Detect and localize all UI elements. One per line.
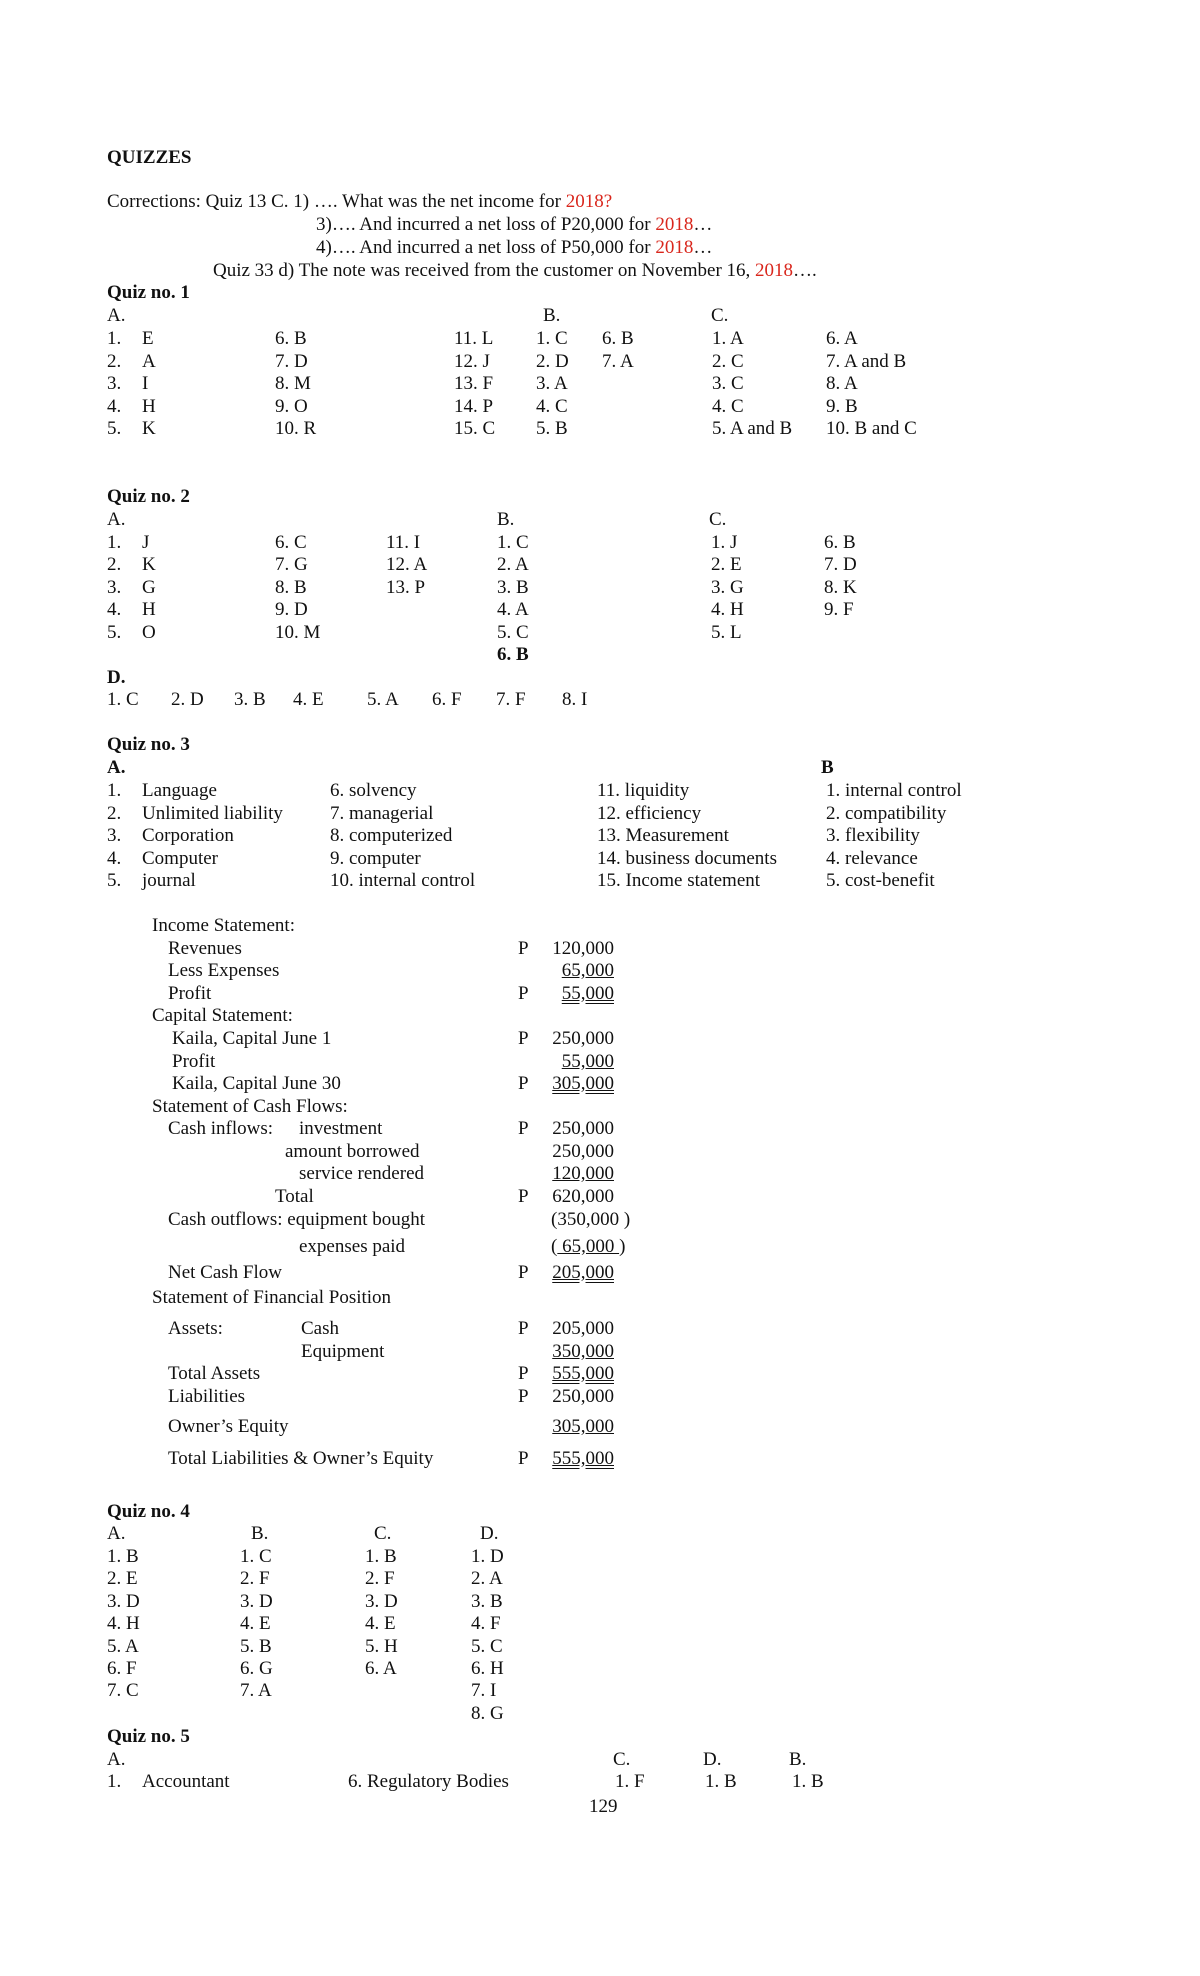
quiz1-c-answer-b-1: 6. A <box>826 328 858 349</box>
cash-label: Cash <box>301 1318 339 1339</box>
quiz3-a-answer-3: Corporation <box>142 825 234 846</box>
correction-line-2: 3)…. And incurred a net loss of P20,000 for 2018… <box>316 214 713 235</box>
quiz3-a-num-1: 1. <box>107 780 122 801</box>
capital-start-value: 250,000 <box>552 1028 614 1049</box>
quiz1-c-answer-1: 1. A <box>712 328 744 349</box>
quiz2-d-answer-8: 8. I <box>562 689 588 710</box>
quiz4-c-answer-3: 3. D <box>365 1590 398 1612</box>
quiz3-a-answer-2: Unlimited liability <box>142 802 283 824</box>
expenses-paid-value: ( 65,000 ) <box>551 1236 626 1257</box>
quiz3-a-answer-c-4: 14. business documents <box>597 847 777 869</box>
quiz1-b-answer-5: 5. B <box>536 418 568 440</box>
quiz4-a-answer-6: 6. F <box>107 1658 137 1679</box>
investment-value: 250,000 <box>552 1118 614 1139</box>
correction-line-3: 4)…. And incurred a net loss of P50,000 for 2018… <box>316 237 713 258</box>
quiz4-d-answer-7: 7. I <box>471 1680 497 1702</box>
quiz1-a-answer-b-2: 7. D <box>275 350 308 372</box>
quiz2-a-answer-5: O <box>142 621 156 643</box>
owners-equity-value: 305,000 <box>552 1416 614 1437</box>
quiz4-b-answer-1: 1. C <box>240 1546 272 1567</box>
quiz3-b-answer-1: 1. internal control <box>826 780 962 801</box>
page-number: 129 <box>589 1796 618 1817</box>
quiz4-d-answer-3: 3. B <box>471 1590 503 1612</box>
quiz1-c-answer-2: 2. C <box>712 350 744 372</box>
revenues-label: Revenues <box>168 938 242 959</box>
quiz3-a-answer-1: Language <box>142 780 217 801</box>
quiz1-c-answer-5: 5. A and B <box>712 418 793 440</box>
quiz1-a-answer-b-3: 8. M <box>275 373 311 395</box>
capital-end-label: Kaila, Capital June 30 <box>172 1073 341 1094</box>
borrowed-value: 250,000 <box>552 1141 614 1162</box>
quiz1-a-answer-5: K <box>142 418 156 440</box>
profit-value: 55,000 <box>561 983 614 1004</box>
quiz1-b-answer-1: 1. C <box>536 328 568 349</box>
quiz4-a-answer-3: 3. D <box>107 1590 140 1612</box>
quiz4-b-answer-3: 3. D <box>240 1590 273 1612</box>
total-liabilities-equity-value: 555,000 <box>552 1448 614 1469</box>
quiz4-c-answer-4: 4. E <box>365 1613 396 1635</box>
quiz2-a-answer-b-2: 7. G <box>275 554 308 576</box>
quiz2-d-answer-2: 2. D <box>171 689 204 710</box>
total-inflows-peso: P <box>518 1186 529 1207</box>
quiz1-a-answer-3: I <box>142 373 149 395</box>
quiz5-section-a: A. <box>107 1749 126 1770</box>
quiz1-a-answer-b-4: 9. O <box>275 395 308 417</box>
investment-peso: P <box>518 1118 529 1139</box>
quiz4-section-a: A. <box>107 1523 126 1544</box>
capital-profit-value: 55,000 <box>561 1051 614 1072</box>
quiz1-a-answer-c-2: 12. J <box>454 350 490 372</box>
profit-peso: P <box>518 983 529 1004</box>
quiz3-a-answer-b-3: 8. computerized <box>330 825 453 846</box>
quiz3-section-a: A. <box>107 757 126 778</box>
quiz2-a-answer-c-3: 13. P <box>386 576 426 598</box>
quiz3-section-b: B <box>821 757 834 778</box>
quiz1-a-num-3: 3. <box>107 373 122 395</box>
quiz5-d1: 1. B <box>705 1771 737 1792</box>
quiz1-c-answer-4: 4. C <box>712 395 744 417</box>
cash-outflows-label: Cash outflows: equipment bought <box>168 1209 426 1230</box>
quiz4-a-answer-5: 5. A <box>107 1635 139 1657</box>
quiz2-d-answer-4: 4. E <box>293 689 324 710</box>
quiz2-a-num-4: 4. <box>107 599 122 621</box>
quiz1-section-b: B. <box>543 305 561 326</box>
quiz1-b-answer-4: 4. C <box>536 395 568 417</box>
correction-line-1: Corrections: Quiz 13 C. 1) …. What was the net income for 2018? <box>107 191 613 212</box>
quiz1-c-answer-b-2: 7. A and B <box>826 350 907 372</box>
borrowed-label: amount borrowed <box>285 1141 420 1162</box>
quiz4-c-answer-6: 6. A <box>365 1658 397 1679</box>
quiz3-a-answer-c-2: 12. efficiency <box>597 802 702 824</box>
quiz2-c-answer-2: 2. E <box>711 554 742 576</box>
equipment-label: Equipment <box>301 1341 385 1362</box>
quiz5-section-d: D. <box>703 1749 722 1770</box>
quiz1-section-c: C. <box>711 305 729 326</box>
quiz1-a-num-1: 1. <box>107 328 122 349</box>
capital-end-peso: P <box>518 1073 529 1094</box>
quiz2-a-answer-4: H <box>142 599 156 621</box>
quiz1-a-answer-c-1: 11. L <box>454 328 494 349</box>
quiz1-b-answer-3: 3. A <box>536 373 568 395</box>
quiz1-c-answer-b-4: 9. B <box>826 395 858 417</box>
quiz5-a-num: 1. <box>107 1771 122 1792</box>
quiz3-title: Quiz no. 3 <box>107 734 190 755</box>
total-inflows-value: 620,000 <box>552 1186 614 1207</box>
quiz3-a-num-2: 2. <box>107 802 122 824</box>
quiz4-d-answer-6: 6. H <box>471 1658 504 1679</box>
quiz4-b-answer-6: 6. G <box>240 1658 273 1679</box>
quiz2-a-num-2: 2. <box>107 554 122 576</box>
quiz2-b-answer-4: 4. A <box>497 599 529 621</box>
quiz2-a-num-3: 3. <box>107 576 122 598</box>
quiz2-title: Quiz no. 2 <box>107 486 190 507</box>
liabilities-value: 250,000 <box>552 1386 614 1407</box>
quiz5-a1: Accountant <box>142 1771 230 1792</box>
capital-end-value: 305,000 <box>552 1073 614 1094</box>
quiz4-section-b: B. <box>251 1523 269 1544</box>
quiz3-a-answer-c-5: 15. Income statement <box>597 870 761 891</box>
service-label: service rendered <box>299 1163 425 1184</box>
cash-peso: P <box>518 1318 529 1339</box>
quiz2-a-answer-b-1: 6. C <box>275 532 307 553</box>
quiz4-a-answer-4: 4. H <box>107 1613 140 1635</box>
quiz1-a-answer-b-5: 10. R <box>275 418 317 440</box>
quiz5-title: Quiz no. 5 <box>107 1726 190 1747</box>
quiz3-b-answer-5: 5. cost-benefit <box>826 870 935 891</box>
capital-start-label: Kaila, Capital June 1 <box>172 1028 332 1049</box>
quiz2-c-answer-1: 1. J <box>711 532 738 553</box>
total-assets-peso: P <box>518 1363 529 1384</box>
quiz2-a-num-1: 1. <box>107 532 122 553</box>
quiz1-a-answer-c-5: 15. C <box>454 418 496 440</box>
quiz2-a-answer-c-1: 11. I <box>386 532 421 553</box>
quiz5-section-c: C. <box>613 1749 631 1770</box>
quiz2-a-answer-b-3: 8. B <box>275 576 307 598</box>
quiz4-b-answer-4: 4. E <box>240 1613 271 1635</box>
quiz4-d-answer-5: 5. C <box>471 1635 503 1657</box>
quiz4-a-answer-1: 1. B <box>107 1546 139 1567</box>
quiz4-a-answer-7: 7. C <box>107 1680 139 1702</box>
quiz3-a-answer-4: Computer <box>142 847 218 869</box>
expenses-paid-label: expenses paid <box>299 1236 406 1257</box>
quiz1-c-answer-b-5: 10. B and C <box>826 418 917 440</box>
equipment-bought-value: (350,000 ) <box>551 1209 631 1230</box>
liabilities-peso: P <box>518 1386 529 1407</box>
quiz2-b-answer-2: 2. A <box>497 554 529 576</box>
quiz3-a-answer-b-5: 10. internal control <box>330 870 476 891</box>
quiz2-d-answer-3: 3. B <box>234 689 266 710</box>
quiz1-b-answer-2: 2. D <box>536 350 569 372</box>
net-cash-flow-value: 205,000 <box>552 1262 614 1283</box>
quiz1-b-answer-b-1: 6. B <box>602 328 634 349</box>
capital-statement-title: Capital Statement: <box>152 1005 293 1026</box>
quiz2-d-answer-1: 1. C <box>107 689 139 710</box>
quiz3-b-answer-2: 2. compatibility <box>826 802 947 824</box>
quiz2-a-answer-c-2: 12. A <box>386 554 428 576</box>
total-assets-value: 555,000 <box>552 1363 614 1384</box>
quiz2-d-answer-6: 6. F <box>432 689 462 710</box>
quiz3-a-answer-b-1: 6. solvency <box>330 780 417 801</box>
quiz3-a-num-5: 5. <box>107 870 122 891</box>
quiz3-a-answer-c-1: 11. liquidity <box>597 780 690 801</box>
revenues-value: 120,000 <box>552 938 614 959</box>
quiz4-b-answer-5: 5. B <box>240 1635 272 1657</box>
quiz5-a6: 6. Regulatory Bodies <box>348 1771 509 1792</box>
quiz1-a-num-2: 2. <box>107 350 122 372</box>
owners-equity-label: Owner’s Equity <box>168 1416 289 1437</box>
page-title: QUIZZES <box>107 147 192 168</box>
total-assets-label: Total Assets <box>168 1363 261 1384</box>
quiz4-d-answer-2: 2. A <box>471 1568 503 1590</box>
quiz2-section-d: D. <box>107 667 126 688</box>
quiz1-a-answer-c-3: 13. F <box>454 373 494 395</box>
less-expenses-label: Less Expenses <box>168 960 280 981</box>
quiz1-a-num-5: 5. <box>107 418 122 440</box>
quiz5-section-b: B. <box>789 1749 807 1770</box>
quiz4-d-answer-8: 8. G <box>471 1702 504 1724</box>
quiz3-a-answer-b-4: 9. computer <box>330 847 421 869</box>
quiz2-section-c: C. <box>709 509 727 530</box>
less-expenses-value: 65,000 <box>561 960 614 981</box>
cash-value: 205,000 <box>552 1318 614 1339</box>
quiz3-a-num-4: 4. <box>107 847 122 869</box>
liabilities-label: Liabilities <box>168 1386 246 1407</box>
quiz2-a-answer-b-4: 9. D <box>275 599 308 621</box>
quiz2-a-answer-2: K <box>142 554 156 576</box>
quiz2-c-answer-b-2: 7. D <box>824 554 857 576</box>
quiz2-b6: 6. B <box>497 644 529 665</box>
quiz1-title: Quiz no. 1 <box>107 282 190 303</box>
net-cash-flow-peso: P <box>518 1262 529 1283</box>
service-value: 120,000 <box>552 1163 614 1184</box>
net-cash-flow-label: Net Cash Flow <box>168 1262 282 1283</box>
profit-label: Profit <box>168 983 212 1004</box>
quiz4-c-answer-2: 2. F <box>365 1568 395 1590</box>
quiz1-a-num-4: 4. <box>107 395 122 417</box>
quiz2-a-answer-3: G <box>142 576 156 598</box>
capital-profit-label: Profit <box>172 1051 216 1072</box>
quiz2-c-answer-4: 4. H <box>711 599 744 621</box>
cash-inflows-label: Cash inflows: <box>168 1118 274 1139</box>
quiz3-a-answer-c-3: 13. Measurement <box>597 825 729 846</box>
correction-line-4: Quiz 33 d) The note was received from the customer on November 16, 2018…. <box>213 260 817 281</box>
quiz4-c-answer-1: 1. B <box>365 1546 397 1567</box>
cash-flows-title: Statement of Cash Flows: <box>152 1096 348 1117</box>
quiz4-b-answer-2: 2. F <box>240 1568 270 1590</box>
quiz2-b-answer-1: 1. C <box>497 532 529 553</box>
quiz1-a-answer-1: E <box>142 328 154 349</box>
quiz3-a-answer-5: journal <box>142 870 196 891</box>
quiz2-b-answer-5: 5. C <box>497 621 529 643</box>
quiz1-a-answer-b-1: 6. B <box>275 328 307 349</box>
quiz3-b-answer-3: 3. flexibility <box>826 825 920 846</box>
financial-position-title: Statement of Financial Position <box>152 1287 392 1308</box>
quiz2-c-answer-b-4: 9. F <box>824 599 854 621</box>
quiz4-b-answer-7: 7. A <box>240 1680 272 1702</box>
quiz2-d-answer-7: 7. F <box>496 689 526 710</box>
quiz1-a-answer-c-4: 14. P <box>454 395 494 417</box>
total-liabilities-equity-peso: P <box>518 1448 529 1469</box>
quiz5-c1: 1. F <box>615 1771 645 1792</box>
quiz4-section-c: C. <box>374 1523 392 1544</box>
quiz2-d-answer-5: 5. A <box>367 689 399 710</box>
quiz4-a-answer-2: 2. E <box>107 1568 138 1590</box>
quiz1-c-answer-3: 3. C <box>712 373 744 395</box>
assets-label: Assets: <box>168 1318 223 1339</box>
quiz2-c-answer-5: 5. L <box>711 621 742 643</box>
quiz4-d-answer-1: 1. D <box>471 1546 504 1567</box>
total-inflows-label: Total <box>275 1186 314 1207</box>
revenues-peso: P <box>518 938 529 959</box>
quiz2-b-answer-3: 3. B <box>497 576 529 598</box>
quiz2-c-answer-b-3: 8. K <box>824 576 857 598</box>
quiz2-section-a: A. <box>107 509 126 530</box>
equipment-value: 350,000 <box>552 1341 614 1362</box>
quiz1-a-answer-4: H <box>142 395 156 417</box>
quiz4-c-answer-5: 5. H <box>365 1635 398 1657</box>
quiz1-b-answer-b-2: 7. A <box>602 350 634 372</box>
total-liabilities-equity-label: Total Liabilities & Owner’s Equity <box>168 1448 434 1469</box>
quiz4-title: Quiz no. 4 <box>107 1501 190 1522</box>
capital-start-peso: P <box>518 1028 529 1049</box>
quiz4-d-answer-4: 4. F <box>471 1613 501 1635</box>
quiz2-a-answer-b-5: 10. M <box>275 621 321 643</box>
quiz1-section-a: A. <box>107 305 126 326</box>
quiz2-a-num-5: 5. <box>107 621 122 643</box>
quiz2-section-b: B. <box>497 509 515 530</box>
quiz1-c-answer-b-3: 8. A <box>826 373 858 395</box>
investment-label: investment <box>299 1118 383 1139</box>
quiz4-section-d: D. <box>480 1523 499 1544</box>
quiz1-a-answer-2: A <box>142 350 156 372</box>
quiz2-c-answer-b-1: 6. B <box>824 532 856 553</box>
quiz2-a-answer-1: J <box>142 532 150 553</box>
income-statement-title: Income Statement: <box>152 915 295 936</box>
quiz2-c-answer-3: 3. G <box>711 576 744 598</box>
quiz3-a-num-3: 3. <box>107 825 122 846</box>
quiz3-a-answer-b-2: 7. managerial <box>330 802 434 824</box>
quiz3-b-answer-4: 4. relevance <box>826 847 918 869</box>
quiz5-b1: 1. B <box>792 1771 824 1792</box>
